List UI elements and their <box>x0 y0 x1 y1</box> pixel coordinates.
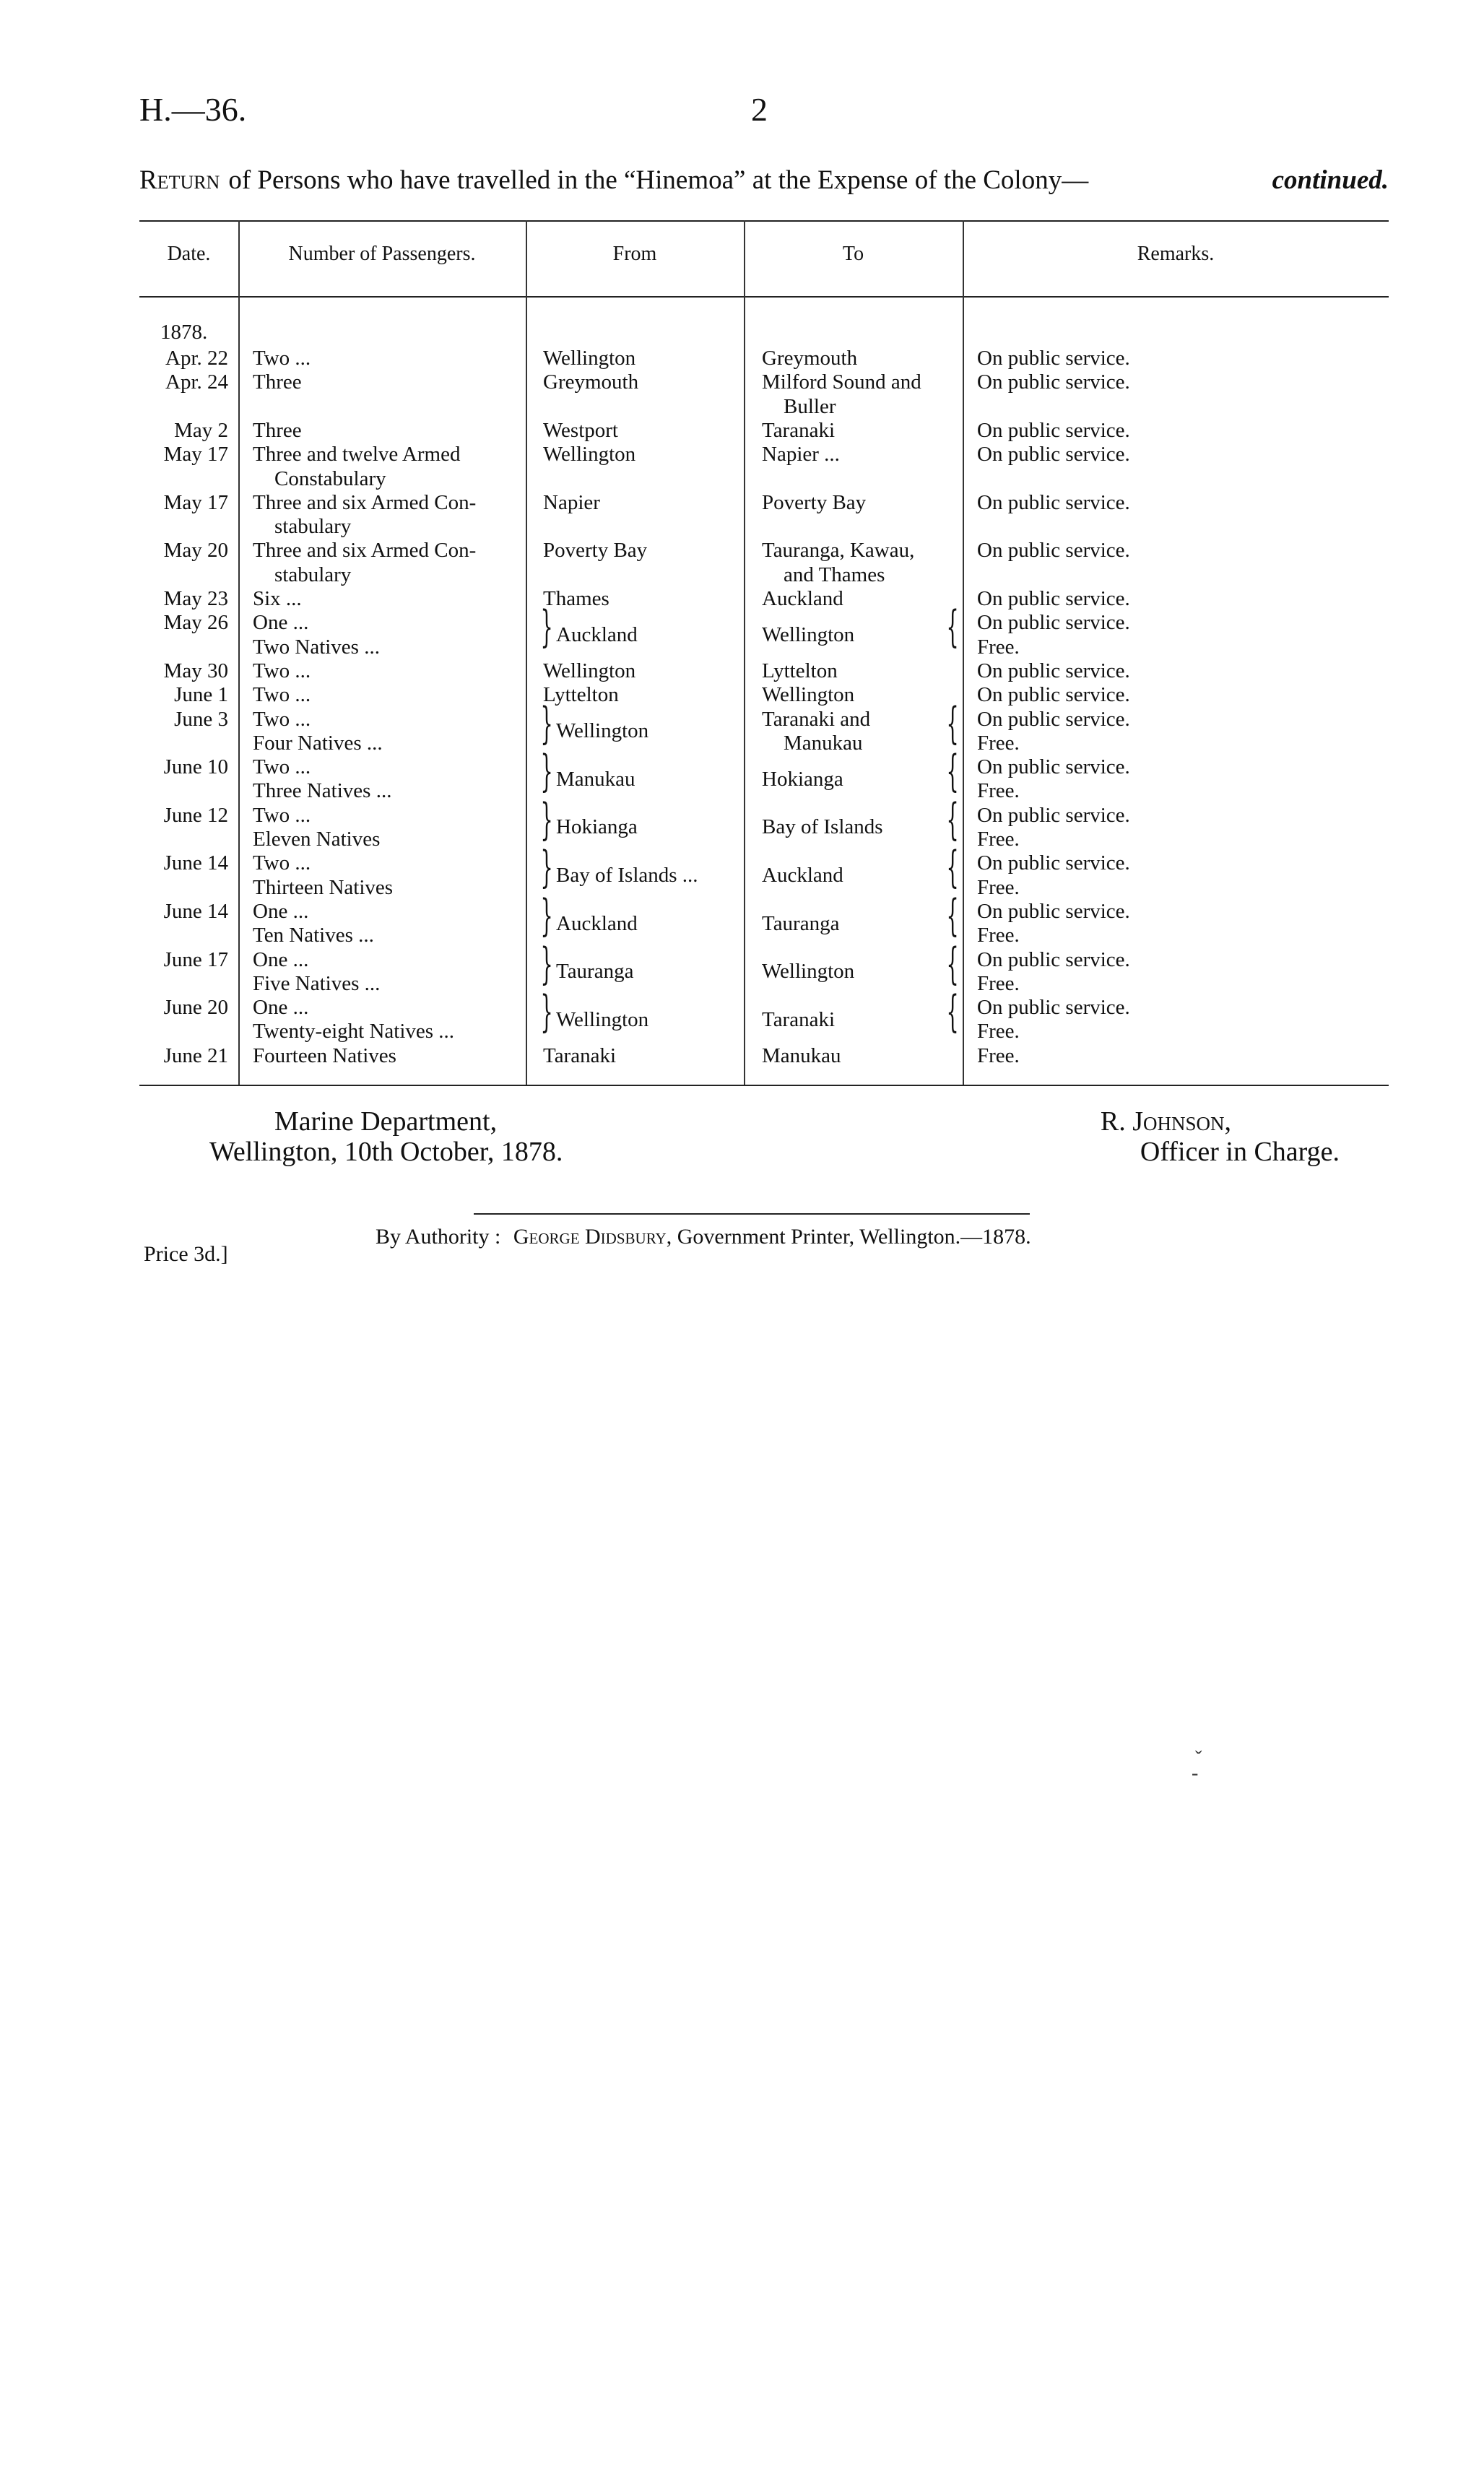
passengers-cell: stabulary <box>274 563 352 586</box>
remarks-cell: On public service. <box>977 443 1130 467</box>
brace-right-icon: { <box>946 890 959 941</box>
date-cell: May 2 <box>174 418 228 442</box>
col-divider-2 <box>526 220 527 1085</box>
remarks-cell: On public service. <box>977 947 1130 971</box>
date-cell: June 20 <box>163 996 228 1020</box>
to-cell: Taranaki <box>762 418 836 442</box>
date-cell: May 26 <box>163 611 228 635</box>
scan-mark: - <box>1192 1762 1199 1784</box>
passengers-cell: Two ... <box>253 659 311 682</box>
date-cell: June 12 <box>163 803 228 827</box>
to-cell: Auckland <box>762 587 843 610</box>
to-cell: Greymouth <box>762 347 858 370</box>
passengers-cell: Fourteen Natives <box>253 1043 396 1067</box>
remarks-cell: On public service. <box>977 851 1130 875</box>
brace-right-icon: { <box>946 746 959 797</box>
to-cell: Buller <box>784 394 836 418</box>
to-cell: Wellington <box>762 960 855 984</box>
remarks-cell: On public service. <box>977 683 1130 707</box>
date-cell: May 17 <box>163 490 228 514</box>
printer-imprint <box>376 1225 1031 1249</box>
remarks-cell: On public service. <box>977 370 1130 394</box>
passengers-cell: Ten Natives ... <box>253 924 374 947</box>
to-cell: Wellington <box>762 683 855 707</box>
from-cell: Bay of Islands ... <box>556 863 698 887</box>
brace-right-icon: { <box>946 698 959 749</box>
from-cell: Wellington <box>556 719 649 743</box>
brace-right-icon: { <box>946 938 959 989</box>
remarks-cell: On public service. <box>977 611 1130 635</box>
passengers-cell: Eleven Natives <box>253 828 381 851</box>
brace-left-icon: } <box>540 938 553 989</box>
from-cell: Poverty Bay <box>543 539 648 563</box>
remarks-cell: On public service. <box>977 587 1130 610</box>
to-cell: Taranaki <box>762 1007 836 1031</box>
to-cell: and Thames <box>784 563 885 586</box>
passengers-cell: One ... <box>253 611 309 635</box>
passengers-cell: Two Natives ... <box>253 635 380 659</box>
date-cell: May 17 <box>163 443 228 467</box>
date-cell: May 23 <box>163 587 228 610</box>
remarks-cell: On public service. <box>977 418 1130 442</box>
header-remarks: Remarks. <box>1137 243 1215 265</box>
remarks-cell: Free. <box>977 828 1020 851</box>
title-prefix: Return <box>139 165 220 195</box>
signatory-name: R. Johnson, <box>1100 1106 1231 1137</box>
authority-suffix: Government Printer, Wellington.—1878. <box>677 1225 1031 1249</box>
remarks-cell: On public service. <box>977 996 1130 1020</box>
header-top-rule <box>139 220 1389 222</box>
document-id: H.—36. <box>139 91 247 128</box>
header-date: Date. <box>167 243 211 265</box>
remarks-cell: On public service. <box>977 539 1130 563</box>
remarks-cell: On public service. <box>977 347 1130 370</box>
to-cell: Lyttelton <box>762 659 838 682</box>
remarks-cell: On public service. <box>977 803 1130 827</box>
date-cell: June 1 <box>174 683 228 707</box>
from-cell: Wellington <box>543 347 636 370</box>
brace-left-icon: } <box>540 746 553 797</box>
passengers-cell: Three and twelve Armed <box>253 443 461 467</box>
to-cell: Hokianga <box>762 767 843 791</box>
remarks-cell: On public service. <box>977 707 1130 731</box>
brace-right-icon: { <box>946 842 959 893</box>
header-to: To <box>842 243 864 265</box>
brace-left-icon: } <box>540 842 553 893</box>
footer-rule <box>474 1213 1030 1215</box>
date-cell: May 30 <box>163 659 228 682</box>
to-cell: Napier ... <box>762 443 840 467</box>
to-cell: Auckland <box>762 863 843 887</box>
from-cell: Greymouth <box>543 370 639 394</box>
remarks-cell: Free. <box>977 1020 1020 1043</box>
department-block <box>209 1106 563 1167</box>
brace-left-icon: } <box>540 986 553 1038</box>
passengers-cell: Two ... <box>253 755 311 779</box>
date-cell: June 17 <box>163 947 228 971</box>
scan-mark: ˇ <box>1195 1748 1202 1770</box>
table-bottom-rule <box>139 1085 1389 1086</box>
remarks-cell: Free. <box>977 924 1020 947</box>
passengers-cell: One ... <box>253 899 309 923</box>
passengers-cell: Two ... <box>253 707 311 731</box>
table-title <box>139 165 1389 196</box>
from-cell: Westport <box>543 418 618 442</box>
col-divider-4 <box>963 220 964 1085</box>
passengers-cell: Constabulary <box>274 467 386 490</box>
remarks-cell: Free. <box>977 779 1020 803</box>
from-cell: Wellington <box>543 659 636 682</box>
to-cell: Poverty Bay <box>762 490 867 514</box>
from-cell: Napier <box>543 490 600 514</box>
passengers-cell: Three and six Armed Con- <box>253 539 477 563</box>
header-passengers: Number of Passengers. <box>288 243 476 265</box>
remarks-cell: Free. <box>977 731 1020 755</box>
remarks-cell: On public service. <box>977 755 1130 779</box>
remarks-cell: Free. <box>977 1043 1020 1067</box>
from-cell: Auckland <box>556 622 638 646</box>
remarks-cell: Free. <box>977 971 1020 995</box>
passengers-cell: One ... <box>253 996 309 1020</box>
date-cell: June 10 <box>163 755 228 779</box>
signatory-block <box>1101 1106 1340 1167</box>
date-cell: Apr. 24 <box>165 370 228 394</box>
header-bottom-rule <box>139 296 1389 298</box>
passengers-cell: One ... <box>253 947 309 971</box>
date-cell: May 20 <box>163 539 228 563</box>
from-cell: Thames <box>543 587 609 610</box>
remarks-cell: Free. <box>977 635 1020 659</box>
remarks-cell: On public service. <box>977 490 1130 514</box>
signatory-role: Officer in Charge. <box>1140 1137 1340 1167</box>
to-cell: Manukau <box>784 731 863 755</box>
date-cell: June 14 <box>163 851 228 875</box>
page-number: 2 <box>751 91 768 128</box>
passengers-cell: Four Natives ... <box>253 731 383 755</box>
from-cell: Wellington <box>543 443 636 467</box>
printer-name: George Didsbury, <box>513 1225 672 1249</box>
remarks-cell: On public service. <box>977 659 1130 682</box>
from-cell: Hokianga <box>556 815 638 839</box>
brace-left-icon: } <box>540 602 553 653</box>
header-from: From <box>612 243 657 265</box>
passengers-cell: Five Natives ... <box>253 971 381 995</box>
to-cell: Tauranga <box>762 911 840 935</box>
to-cell: Tauranga, Kawau, <box>762 539 915 563</box>
to-cell: Milford Sound and <box>762 370 921 394</box>
to-cell: Bay of Islands <box>762 815 883 839</box>
brace-left-icon: } <box>540 794 553 845</box>
authority-prefix: By Authority : <box>376 1225 501 1249</box>
passengers-cell: Thirteen Natives <box>253 875 394 899</box>
passengers-cell: Three <box>253 418 302 442</box>
from-cell: Lyttelton <box>543 683 619 707</box>
remarks-cell: Free. <box>977 875 1020 899</box>
date-cell: June 21 <box>163 1043 228 1067</box>
passengers-cell: Three <box>253 370 302 394</box>
brace-right-icon: { <box>946 602 959 653</box>
date-cell: Apr. 22 <box>165 347 228 370</box>
to-cell: Wellington <box>762 622 855 646</box>
from-cell: Taranaki <box>543 1043 617 1067</box>
brace-right-icon: { <box>946 794 959 845</box>
passengers-cell: Three Natives ... <box>253 779 392 803</box>
passengers-cell: Twenty-eight Natives ... <box>253 1020 455 1043</box>
brace-left-icon: } <box>540 890 553 941</box>
passengers-cell: Two ... <box>253 683 311 707</box>
passengers-cell: Two ... <box>253 803 311 827</box>
passengers-cell: Two ... <box>253 347 311 370</box>
passengers-cell: Two ... <box>253 851 311 875</box>
from-cell: Manukau <box>556 767 635 791</box>
col-divider-3 <box>744 220 745 1085</box>
to-cell: Taranaki and <box>762 707 871 731</box>
passengers-cell: Six ... <box>253 587 302 610</box>
date-cell: June 3 <box>174 707 228 731</box>
from-cell: Auckland <box>556 911 638 935</box>
to-cell: Manukau <box>762 1043 841 1067</box>
date-cell: June 14 <box>163 899 228 923</box>
department-date: Wellington, 10th October, 1878. <box>209 1137 563 1167</box>
price-note: Price 3d.] <box>144 1242 228 1266</box>
brace-right-icon: { <box>946 986 959 1038</box>
remarks-cell: On public service. <box>977 899 1130 923</box>
title-text: of Persons who have travelled in the “Hinemoa” at the Expense of the Colony— <box>228 165 1089 195</box>
department-name: Marine Department, <box>274 1106 498 1137</box>
table-year: 1878. <box>160 321 208 344</box>
from-cell: Wellington <box>556 1007 649 1031</box>
passengers-cell: Three and six Armed Con- <box>253 490 477 514</box>
passengers-cell: stabulary <box>274 515 352 539</box>
from-cell: Tauranga <box>556 960 634 984</box>
brace-left-icon: } <box>540 698 553 749</box>
title-suffix: continued. <box>1272 165 1389 195</box>
col-divider-1 <box>238 220 240 1085</box>
